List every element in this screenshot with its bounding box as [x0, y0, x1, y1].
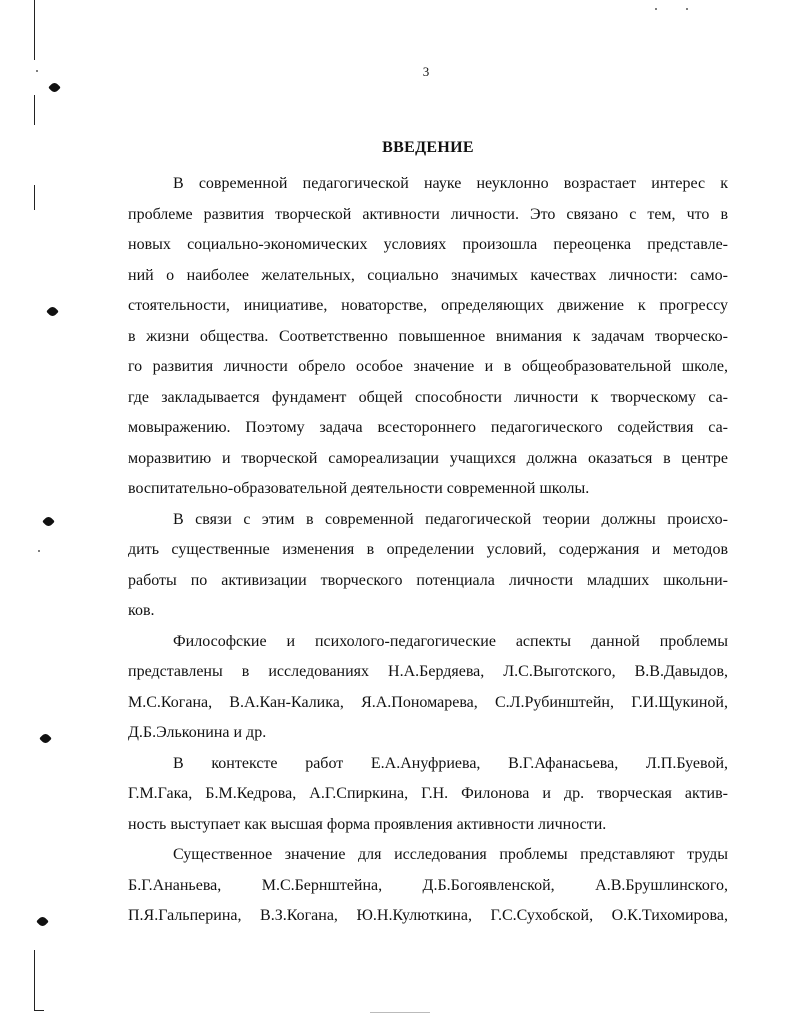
text-line: проблеме развития творческой активности личности. Это связано с тем, что в [128, 205, 728, 223]
binding-hole-mark [46, 305, 59, 318]
scan-edge-mark [370, 1012, 430, 1013]
margin-binding-line [34, 0, 35, 60]
paragraph [128, 169, 728, 505]
binding-hole-mark [39, 732, 52, 745]
binding-hole-mark [48, 81, 61, 94]
text-line: воспитательно-образовательной деятельности современной школы. [128, 480, 590, 497]
text-line: В связи с этим в современной педагогической теории должны происхо- [173, 510, 728, 528]
text-line: мовыражению. Поэтому задача всестороннего педагогического содействия са- [128, 419, 728, 436]
text-line: в жизни общества. Соответственно повышенное внимания к задачам творческо- [128, 327, 728, 345]
binding-hole-mark [42, 515, 55, 528]
text-line: Б.Г.Ананьева, М.С.Бернштейна, Д.Б.Богоявленской, А.В.Брушлинского, [128, 876, 728, 894]
text-line: дить существенные изменения в определении условий, содержания и методов [128, 541, 728, 558]
text-line: представлены в исследованиях Н.А.Бердяева, Л.С.Выготского, В.В.Давыдов, [128, 663, 728, 680]
text-line: ность выступает как высшая форма проявления активности личности. [128, 815, 607, 833]
text-line: В контексте работ Е.А.Ануфриева, В.Г.Афанасьева, Л.П.Буевой, [173, 754, 728, 772]
scan-speck [38, 550, 40, 552]
text-line: моразвитию и творческой самореализации учащихся должна оказаться в центре [128, 449, 728, 467]
text-line: Философские и психолого-педагогические аспекты данной проблемы [173, 632, 728, 650]
scan-speck [686, 8, 688, 10]
margin-corner-mark [34, 1010, 44, 1011]
paragraph [128, 627, 728, 749]
scan-speck [655, 8, 657, 10]
text-line: Существенное значение для исследования проблемы представляют труды [173, 846, 728, 863]
text-line: Д.Б.Эльконина и др. [128, 724, 267, 741]
text-line: работы по активизации творческого потенциала личности младших школьни- [128, 571, 728, 589]
text-line: ков. [128, 602, 155, 619]
paragraph [128, 840, 728, 932]
section-heading: ВВЕДЕНИЕ [382, 139, 474, 156]
text-line: М.С.Когана, В.А.Кан-Калика, Я.А.Пономарева, С.Л.Рубинштейн, Г.И.Щукиной, [128, 693, 728, 711]
text-line: го развития личности обрело особое значение и в общеобразовательной школе, [128, 358, 728, 375]
margin-binding-line [34, 95, 35, 125]
paragraph [128, 505, 728, 627]
text-line: В современной педагогической науке неуклонно возрастает интерес к [173, 175, 728, 192]
text-line: Г.М.Гака, Б.М.Кедрова, А.Г.Спиркина, Г.Н. Филонова и др. творческая актив- [128, 785, 728, 802]
margin-binding-line [34, 950, 35, 1010]
text-line: ний о наиболее желательных, социально значимых качествах личности: само- [128, 266, 728, 284]
text-line: стоятельности, инициативе, новаторстве, определяющих движение к прогрессу [128, 297, 728, 314]
paragraph [128, 749, 728, 841]
text-line: П.Я.Гальперина, В.З.Когана, Ю.Н.Кулюткина, Г.С.Сухобской, О.К.Тихомирова, [128, 907, 728, 924]
page-number: 3 [422, 64, 430, 79]
body-text [128, 169, 728, 932]
text-line: где закладывается фундамент общей способности личности к творческому са- [128, 388, 728, 406]
binding-hole-mark [36, 915, 49, 928]
text-line: новых социально-экономических условиях произошла переоценка представле- [128, 236, 728, 253]
margin-binding-line [34, 185, 35, 210]
